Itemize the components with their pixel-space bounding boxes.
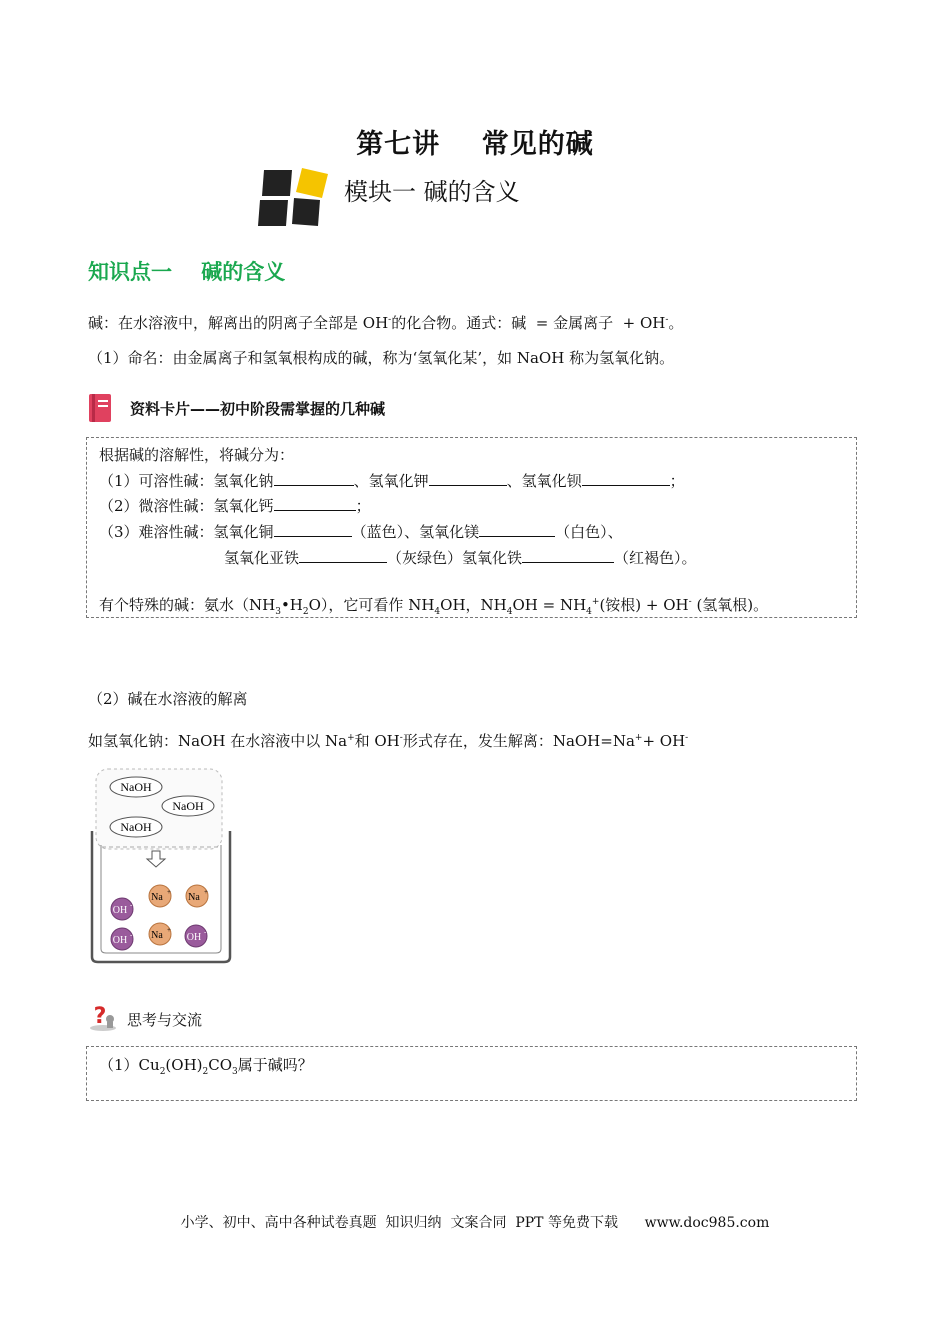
svg-text:Na: Na: [151, 930, 163, 941]
module-title: 模块一 碱的含义: [344, 178, 520, 206]
na-ion: [186, 885, 208, 907]
info-card-box: [86, 437, 857, 618]
insoluble-bases-line-2: 氢氧化亚铁 （灰绿色）氢氧化铁 （红褐色）。: [224, 549, 697, 567]
svg-text:Na: Na: [188, 892, 200, 903]
soluble-bases-line: （1）可溶性碱：氢氧化钠 、氢氧化钾 、氢氧化钡 ；: [99, 472, 685, 490]
svg-text:OH: OH: [112, 905, 128, 916]
answer-blank[interactable]: [299, 548, 387, 563]
insoluble-bases-line: （3）难溶性碱：氢氧化铜 （蓝色）、氢氧化镁 （白色）、: [99, 523, 623, 541]
svg-text:?: ?: [93, 1004, 107, 1029]
answer-blank[interactable]: [522, 548, 614, 563]
svg-text:+: +: [167, 888, 171, 896]
svg-text:-: -: [130, 931, 133, 939]
svg-text:NaOH: NaOH: [120, 780, 152, 794]
think-discuss-label: 思考与交流: [127, 1011, 203, 1029]
answer-blank[interactable]: [479, 522, 555, 537]
oh-ion: [111, 898, 133, 920]
info-card-title: 资料卡片——初中阶段需掌握的几种碱: [130, 400, 386, 418]
answer-blank[interactable]: [582, 471, 670, 486]
naoh-molecule: [110, 777, 162, 797]
answer-blank[interactable]: [274, 522, 352, 537]
svg-text:+: +: [204, 888, 208, 896]
book-icon: [88, 393, 114, 423]
answer-blank[interactable]: [274, 471, 354, 486]
svg-text:OH: OH: [186, 932, 202, 943]
svg-text:NaOH: NaOH: [172, 799, 204, 813]
page-title: 第七讲 常见的碱: [356, 129, 594, 160]
svg-text:-: -: [204, 928, 207, 936]
na-ion: [149, 885, 171, 907]
oh-ion: [185, 925, 207, 947]
svg-text:Na: Na: [151, 892, 163, 903]
naoh-molecule: [162, 796, 214, 816]
svg-text:OH: OH: [112, 935, 128, 946]
section-heading: 知识点一 碱的含义: [88, 260, 286, 284]
na-ion: [149, 923, 171, 945]
naoh-molecule: [110, 817, 162, 837]
svg-text:-: -: [130, 901, 133, 909]
card-intro: 根据碱的溶解性，将碱分为：: [99, 446, 295, 464]
svg-text:NaOH: NaOH: [120, 820, 152, 834]
dissociation-heading: （2）碱在水溶液的解离: [88, 690, 248, 708]
svg-text:+: +: [167, 926, 171, 934]
page-footer: 小学、初中、高中各种试卷真题 知识归纳 文案合同 PPT 等免费下载 www.doc985.com: [180, 1215, 770, 1231]
slightly-soluble-line: （2）微溶性碱：氢氧化钙 ；: [99, 497, 371, 515]
answer-blank[interactable]: [429, 471, 507, 486]
naming-text: （1）命名：由金属离子和氢氧根构成的碱，称为‘氢氧化某’，如 NaOH 称为氢氧化钠。: [88, 349, 675, 367]
definition-text: 碱：在水溶液中，解离出的阴离子全部是 OH-的化合物。通式：碱 = 金属离子 + OH-。: [88, 314, 684, 332]
ammonia-note: 有个特殊的碱：氨水$(NH_3•H_2O)$，它可看作 $NH_4OH$，$NH_4OH = NH_4^+$(铵根) + OH- (氢氧根)。: [99, 596, 769, 617]
module-logo-icon: [258, 168, 330, 228]
question-mark-icon: [88, 1003, 118, 1031]
naoh-dissociation-diagram: [88, 765, 238, 965]
dissociation-text: 如氢氧化钠：NaOH 在水溶液中以 Na+和 OH-形式存在，发生解离：NaOH=Na++ OH-: [88, 732, 689, 750]
question-1: $(1)Cu_2(OH)_2CO_3$属于碱吗？: [99, 1056, 313, 1077]
answer-blank[interactable]: [274, 496, 356, 511]
down-arrow-icon: [147, 851, 165, 867]
think-discuss-box: [86, 1046, 857, 1101]
oh-ion: [111, 928, 133, 950]
